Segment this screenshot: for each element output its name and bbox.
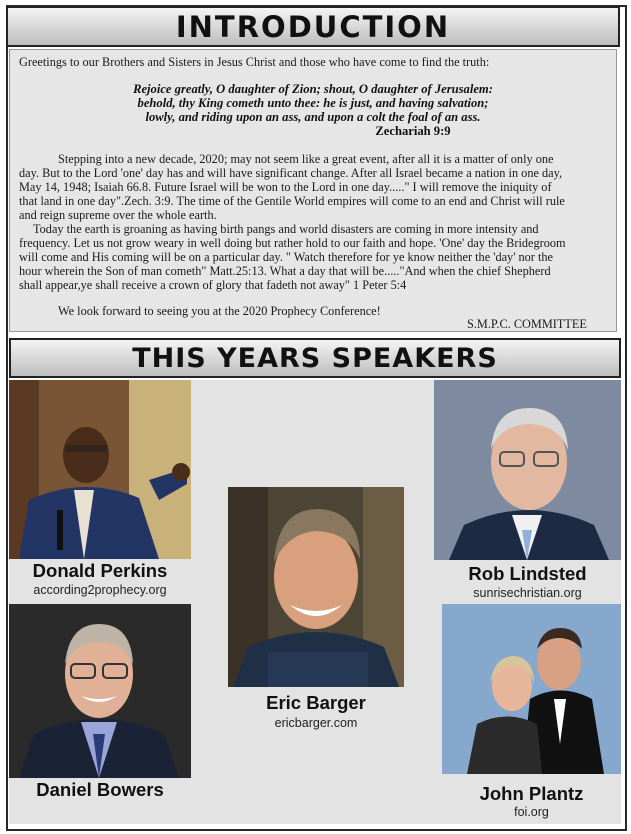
verse-line-2: behold, thy King cometh unto thee: he is just, and having salvation;: [137, 96, 489, 110]
speaker-site-donald-perkins: according2prophecy.org: [33, 583, 167, 597]
speaker-photo-eric-barger: [228, 487, 404, 687]
para1-line-2: day. But to the Lord 'one' day has and will have significant change. After all Israel became a nation in one day,: [19, 166, 563, 180]
speakers-header: [9, 338, 621, 378]
intro-header: [6, 6, 620, 47]
speaker-photo-donald-perkins: [9, 380, 191, 559]
speaker-photo-rob-lindsted: [434, 380, 621, 560]
speaker-photo-daniel-bowers: [9, 604, 191, 778]
speakers-title: THIS YEARS SPEAKERS: [132, 343, 498, 374]
speaker-name-rob-lindsted: Rob Lindsted: [468, 563, 587, 584]
committee-signature: S.M.P.C. COMMITTEE: [467, 317, 587, 331]
para1-line-4: that land in one day".Zech. 3:9. The time of the Gentile World empires will come to an end and Christ will rule: [19, 194, 565, 208]
speaker-site-eric-barger: ericbarger.com: [274, 716, 358, 730]
para1-line-5: and reign supreme over the whole earth.: [19, 208, 217, 222]
para1-line-3: May 14, 1948; Isaiah 66.8. Future Israel will be won to the Lord in one day....." I will remove the iniquity of: [19, 180, 552, 194]
speaker-site-john-plantz: foi.org: [514, 805, 549, 819]
intro-box: [9, 49, 617, 332]
para2-line-3: will come and His coming will be on a particular day. " Watch therefore for ye know neither the 'day' nor the: [19, 250, 553, 264]
greeting: Greetings to our Brothers and Sisters in Jesus Christ and those who have come to find the truth:: [19, 55, 490, 69]
speaker-name-daniel-bowers: Daniel Bowers: [36, 779, 164, 800]
speaker-name-donald-perkins: Donald Perkins: [32, 560, 168, 581]
para2-line-5: shall appear,ye shall receive a crown of glory that fadeth not away" 1 Peter 5:4: [19, 278, 407, 292]
para2-line-4: hour wherein the Son of man cometh" Matt.25:13. What a day that will be....."And when the chief Shepherd: [19, 264, 551, 278]
verse-reference: Zechariah 9:9: [375, 124, 451, 138]
speaker-name-eric-barger: Eric Barger: [266, 692, 366, 713]
para2-line-1: Today the earth is groaning as having birth pangs and world disasters are coming in more intensity and: [33, 222, 539, 236]
para2-line-2: frequency. Let us not grow weary in well doing but rather hold to our faith and hope. 'One' day the Bridegroom: [19, 236, 566, 250]
verse-line-3: lowly, and riding upon an ass, and upon a colt the foal of an ass.: [145, 110, 481, 124]
intro-title: INTRODUCTION: [175, 10, 451, 44]
speaker-site-rob-lindsted: sunrisechristian.org: [473, 586, 582, 600]
speaker-photo-john-plantz: [442, 604, 621, 774]
closing-line: We look forward to seeing you at the 2020 Prophecy Conference!: [58, 304, 381, 318]
verse-line-1: Rejoice greatly, O daughter of Zion; shout, O daughter of Jerusalem:: [133, 82, 493, 96]
para1-line-1: Stepping into a new decade, 2020; may not seem like a great event, after all it is a matter of only one: [58, 152, 554, 166]
speaker-name-john-plantz: John Plantz: [479, 783, 584, 804]
